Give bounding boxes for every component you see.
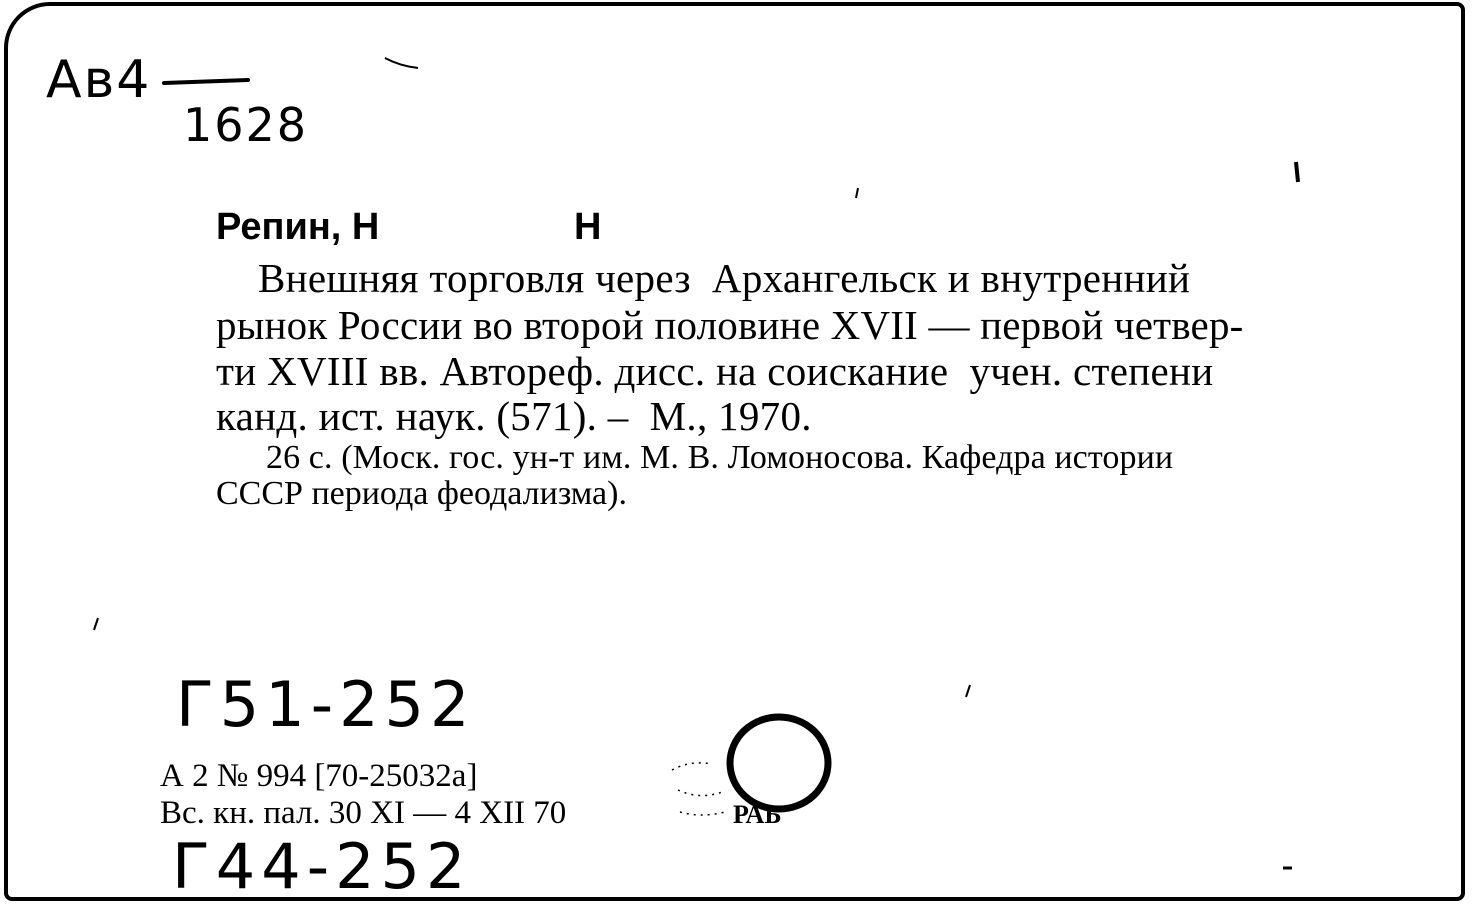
imprint-line-1: А 2 № 994 [70-25032а] (160, 758, 478, 794)
entry-title-line-3: ти XVIII вв. Автореф. дисс. на соискание учен. степени (216, 348, 1214, 394)
entry-title-line-4: канд. ист. наук. (571). – М., 1970. (216, 393, 812, 439)
imprint-line-2: Вс. кн. пал. 30 XI — 4 XII 70 (160, 795, 567, 831)
speck-mark (94, 618, 98, 630)
stamp-text: РАБ (733, 800, 782, 829)
entry-title-line-1: Внешняя торговля через Архангельск и внутренний (258, 255, 1191, 301)
handwritten-shelfmark-number: 1628 (183, 98, 309, 152)
handwritten-shelfmark: Ав4 (46, 50, 152, 110)
circle-stamp (730, 717, 828, 809)
handwritten-code-bottom: Г44-252 (172, 830, 472, 903)
speck-mark (856, 188, 858, 198)
entry-note-line-1: 26 с. (Моск. гос. ун-т им. М. В. Ломоносова. Кафедра истории (266, 439, 1174, 476)
pencil-tick-mark (385, 58, 418, 68)
entry-heading-surname: Репин, Н (216, 206, 380, 248)
speck-mark (966, 685, 970, 697)
speck-mark (1296, 162, 1298, 182)
stamp-smudge (672, 763, 725, 815)
entry-heading-initial: Н (574, 206, 602, 248)
handwritten-code-middle: Г51-252 (176, 668, 476, 741)
entry-title-line-2: рынок России во второй половине XVII — первой четвер- (216, 302, 1244, 348)
entry-note-line-2: СССР периода феодализма). (216, 475, 627, 512)
shelfmark-fraction-line (164, 80, 248, 83)
